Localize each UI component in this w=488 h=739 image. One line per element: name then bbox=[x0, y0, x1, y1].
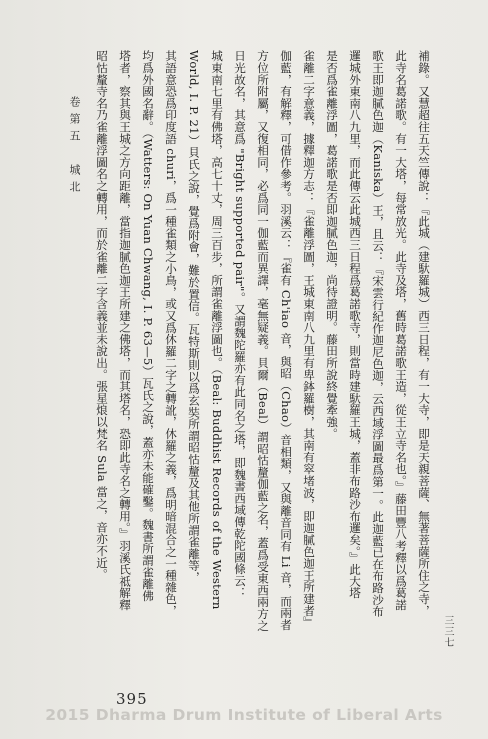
text-column: World, I. P. 21）貝氏之說，覺爲附會，難於置信。瓦特斯則以爲玄奘所謂昭怙釐及其他所謂雀離等， bbox=[187, 50, 201, 584]
running-header: 卷第五 城北 bbox=[68, 96, 81, 198]
chinese-page-number: 三三七 bbox=[442, 615, 453, 648]
text-column: 此寺名葛諾歌。有一大塔，每常放光。此寺及塔，舊時葛諾歌王造，從王立寺名也。』藤田豐八考釋以爲葛諾 bbox=[394, 50, 408, 611]
text-column: 其語意恐爲印度語 churi，爲一種雀類之小鳥，或又爲休羅二字之轉訛，休羅之義，爲明暗混合之一種雜色， bbox=[164, 50, 178, 617]
vertical-text-block bbox=[86, 50, 432, 650]
watermark: 2015 Dharma Drum Institute of Liberal Arts bbox=[45, 706, 443, 724]
text-column: 歌王即迦膩色迦（Kaniska）王，且云：『宋雲行紀作迦尼色迦，云西域浮圖最爲第一。此迦藍已在布路沙布 bbox=[371, 50, 385, 618]
text-column: 均爲外國名辭。（Watters: On Yuan Chwang, I. P. 63—5）瓦氏之說，蓋亦未能確鑿。魏書所謂雀離佛 bbox=[141, 50, 155, 602]
text-column: 補錄。又慧超往五天竺傳說：『此城（建馱羅城）西三日程，有一大寺，即是天親菩薩、無著菩薩所住之寺， bbox=[417, 50, 431, 617]
text-column: 邏城外東南八九里，而此傳云此城西三日程爲葛諾歌寺，則當時建馱羅王城，蓋非布路沙布邏矣。』此大塔 bbox=[348, 50, 362, 599]
text-column: 是否爲雀離浮圖，葛諾歌是否即迦膩色迦，尚待證明。藤田所說終覺牽強。 bbox=[325, 50, 339, 440]
text-column: 雀離二字意義，據釋迦方志：『雀離浮圖，王城東南八九里有卑鉢羅樹，其南有窣堵波，即迦膩色迦王所建者』 bbox=[302, 50, 316, 629]
text-column: 伽藍，有解釋，可借作參考。羽溪云：『雀有 Ch'iao 音，與昭（Chao）音相類，又與離音同有 Li 音，而兩者 bbox=[279, 50, 293, 631]
text-column: 日光故名，其意爲 "Bright supported pair"。又謂魏陀羅亦有此同名之塔，即魏書西域傳乾陀國條云： bbox=[233, 50, 247, 599]
text-column: 城東南七里有佛塔，高七十丈，周三百步，所謂雀離浮圖也。（Beal: Buddhist Records of the Western bbox=[210, 50, 224, 610]
text-column: 昭怙釐寺名乃雀離浮圖名之轉用，而於雀離二字含義並未說出。張星烺以梵名 Sula 當之，音亦不近。 bbox=[95, 50, 109, 581]
text-column: 塔者，察其與王城之方向距離，當指迦膩色迦王所建之佛塔，而其塔名，恐即此寺名之轉用。』羽溪氏祗解釋 bbox=[118, 50, 132, 611]
page-number: 395 bbox=[116, 690, 148, 708]
text-column: 方位所附屬，又復相同，必爲同一伽藍而異譯，毫無疑義。貝爾（Beal）謂昭怙釐伽藍之名，蓋爲受東西兩方之 bbox=[256, 50, 270, 632]
